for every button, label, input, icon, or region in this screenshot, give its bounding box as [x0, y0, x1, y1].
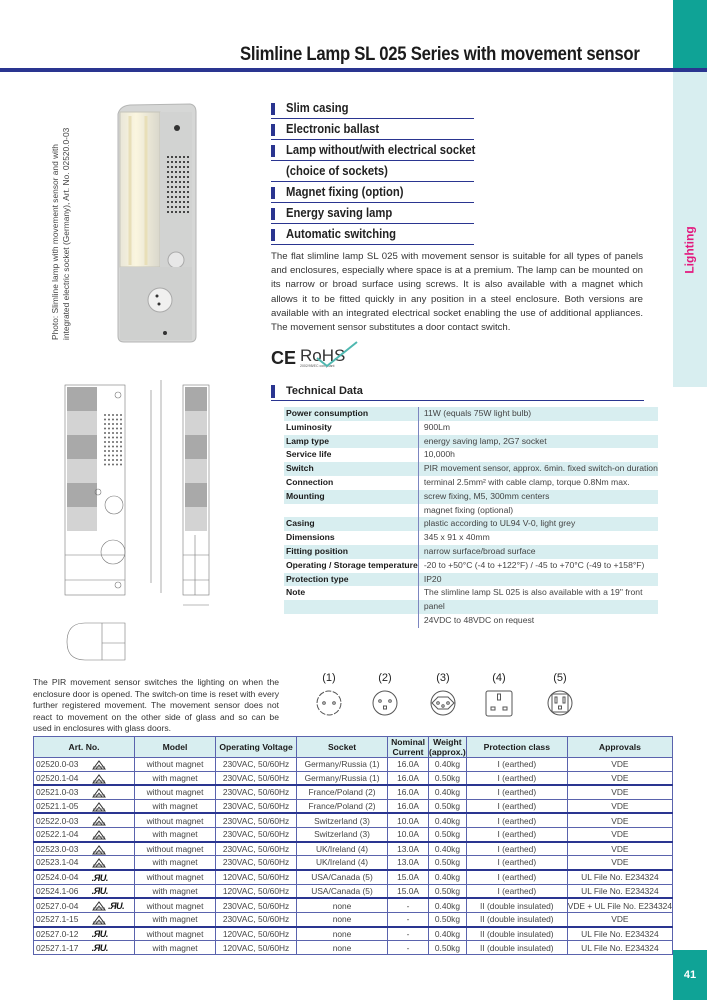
- cell-voltage: 230VAC, 50/60Hz: [216, 799, 297, 813]
- approval-marks: [92, 827, 135, 841]
- cell-protection: I (earthed): [466, 884, 567, 898]
- product-row: [34, 758, 673, 772]
- cell-current: 10.0A: [388, 827, 429, 841]
- product-row: [34, 785, 673, 799]
- art-no: 02522.0-03: [34, 813, 92, 827]
- col-socket: Socket: [297, 737, 388, 758]
- tech-value: magnet fixing (optional): [418, 504, 658, 518]
- rohs-text: RoHS: [300, 346, 346, 365]
- approval-marks: [92, 898, 135, 912]
- tech-row: [284, 435, 658, 449]
- bullet-bar-icon: [271, 229, 275, 241]
- feature-text: (choice of sockets): [286, 164, 388, 178]
- cell-model: with magnet: [135, 799, 216, 813]
- product-table: [33, 736, 673, 955]
- cell-model: without magnet: [135, 898, 216, 912]
- cell-model: without magnet: [135, 927, 216, 941]
- tech-row: [284, 531, 658, 545]
- tech-key: Service life: [286, 449, 332, 460]
- cell-current: 16.0A: [388, 758, 429, 772]
- art-no: 02522.1-04: [34, 827, 92, 841]
- vde-mark-icon: [92, 788, 106, 798]
- cell-weight: 0.40kg: [429, 870, 467, 884]
- cell-weight: 0.50kg: [429, 799, 467, 813]
- socket-label: (5): [553, 672, 567, 684]
- vde-mark-icon: [92, 858, 106, 868]
- cell-protection: II (double insulated): [466, 941, 567, 955]
- col-weight: [429, 737, 467, 758]
- schuko-socket-icon: [314, 688, 344, 718]
- cell-protection: I (earthed): [466, 870, 567, 884]
- socket-label: (1): [322, 672, 336, 684]
- tech-key: Switch: [284, 462, 418, 476]
- bullet-bar-icon: [271, 124, 275, 136]
- cell-current: 10.0A: [388, 813, 429, 827]
- feature-text: Automatic switching: [286, 227, 397, 241]
- cell-voltage: 120VAC, 50/60Hz: [216, 941, 297, 955]
- technical-data-title: Technical Data: [286, 385, 363, 397]
- tech-key: [284, 614, 418, 628]
- tech-value: energy saving lamp, 2G7 socket: [418, 435, 658, 449]
- vde-mark-icon: [92, 845, 106, 855]
- vde-mark-icon: [92, 802, 106, 812]
- art-no: 02523.0-03: [34, 842, 92, 856]
- tech-row: [284, 448, 658, 462]
- tech-key: Protection type: [284, 573, 418, 587]
- uk-socket-icon: [484, 688, 514, 718]
- cell-voltage: 230VAC, 50/60Hz: [216, 898, 297, 912]
- cell-weight: 0.50kg: [429, 913, 467, 927]
- bullet-bar-icon: [271, 208, 275, 220]
- cell-protection: II (double insulated): [466, 913, 567, 927]
- tech-key: Mounting: [284, 490, 418, 504]
- cell-weight: 0.40kg: [429, 898, 467, 912]
- cell-protection: I (earthed): [466, 771, 567, 785]
- cell-current: 15.0A: [388, 884, 429, 898]
- cell-protection: I (earthed): [466, 842, 567, 856]
- vde-mark-icon: [92, 915, 106, 925]
- tech-key: Casing: [284, 517, 418, 531]
- lamp-photo: [110, 100, 205, 345]
- cell-socket: none: [297, 913, 388, 927]
- feature-item: [271, 140, 474, 161]
- socket-label: (2): [378, 672, 392, 684]
- art-no: 02527.0-04: [34, 898, 92, 912]
- col-weight-line2: (approx.): [429, 747, 466, 757]
- tech-row: [284, 586, 658, 600]
- col-current: [388, 737, 429, 758]
- ce-mark-icon: CE: [271, 348, 297, 368]
- tech-row: [284, 559, 658, 573]
- cell-protection: I (earthed): [466, 799, 567, 813]
- art-no: 02520.1-04: [34, 771, 92, 785]
- tech-value: 345 x 91 x 40mm: [418, 531, 658, 545]
- tech-value: plastic according to UL94 V-0, light grey: [418, 517, 658, 531]
- product-row: [34, 898, 673, 912]
- page-title: Slimline Lamp SL 025 Series with movement sensor: [240, 44, 640, 65]
- feature-text: Magnet fixing (option): [286, 185, 404, 199]
- col-current-line2: Current: [392, 747, 424, 757]
- cell-approvals: VDE: [567, 856, 672, 870]
- cell-protection: I (earthed): [466, 785, 567, 799]
- feature-item: [271, 224, 474, 245]
- approval-marks: [92, 799, 135, 813]
- cell-voltage: 230VAC, 50/60Hz: [216, 856, 297, 870]
- cell-weight: 0.40kg: [429, 758, 467, 772]
- photo-caption: [50, 110, 100, 340]
- tech-key: Fitting position: [284, 545, 418, 559]
- tech-row: [284, 462, 658, 476]
- tech-value: PIR movement sensor, approx. 6min. fixed switch-on duration: [418, 462, 658, 476]
- approval-marks: [92, 813, 135, 827]
- ul-recognized-mark-icon: .ЯU.: [91, 886, 108, 897]
- tech-key: [284, 504, 418, 518]
- art-no: 02521.0-03: [34, 785, 92, 799]
- photo-caption-text: Photo: Slimline lamp with movement sensor and with integrated electric socket (Germany), Art. No. 02520.0-03: [50, 127, 71, 340]
- cell-approvals: VDE: [567, 771, 672, 785]
- cell-current: 15.0A: [388, 870, 429, 884]
- socket-type-1: [305, 672, 353, 718]
- title-rule: [0, 68, 673, 72]
- product-row: [34, 799, 673, 813]
- tech-row: [284, 517, 658, 531]
- cell-voltage: 230VAC, 50/60Hz: [216, 842, 297, 856]
- page-number: 41: [673, 950, 707, 1000]
- ul-recognized-mark-icon: .ЯU.: [91, 943, 108, 954]
- us-socket-icon: [545, 688, 575, 718]
- cell-voltage: 230VAC, 50/60Hz: [216, 913, 297, 927]
- ul-recognized-mark-icon: .ЯU.: [91, 872, 108, 883]
- tech-key: Connection: [286, 476, 334, 487]
- tech-key: Dimensions: [286, 532, 335, 543]
- cell-voltage: 230VAC, 50/60Hz: [216, 758, 297, 772]
- socket-label: (3): [436, 672, 450, 684]
- cell-voltage: 120VAC, 50/60Hz: [216, 870, 297, 884]
- approval-marks: [92, 771, 135, 785]
- art-no: 02520.0-03: [34, 758, 92, 772]
- vde-mark-icon: [92, 901, 106, 911]
- cell-approvals: UL File No. E234324: [567, 884, 672, 898]
- cell-voltage: 230VAC, 50/60Hz: [216, 785, 297, 799]
- cell-protection: II (double insulated): [466, 927, 567, 941]
- feature-text: Slim casing: [286, 101, 349, 115]
- cell-weight: 0.40kg: [429, 785, 467, 799]
- dimension-drawings: [55, 365, 255, 665]
- cell-socket: France/Poland (2): [297, 785, 388, 799]
- art-no: 02527.1-15: [34, 913, 92, 927]
- cell-current: 13.0A: [388, 856, 429, 870]
- cell-current: -: [388, 913, 429, 927]
- cell-current: 13.0A: [388, 842, 429, 856]
- french-socket-icon: [370, 688, 400, 718]
- cell-current: 16.0A: [388, 785, 429, 799]
- product-table-header: [34, 737, 673, 758]
- section-tab-label: [673, 200, 707, 300]
- tech-value: IP20: [418, 573, 658, 587]
- cell-approvals: UL File No. E234324: [567, 927, 672, 941]
- product-row: [34, 856, 673, 870]
- art-no: 02521.1-05: [34, 799, 92, 813]
- cell-model: with magnet: [135, 913, 216, 927]
- cell-model: without magnet: [135, 870, 216, 884]
- cell-model: with magnet: [135, 771, 216, 785]
- tech-key: Note: [286, 587, 306, 598]
- product-row: [34, 827, 673, 841]
- cell-weight: 0.40kg: [429, 813, 467, 827]
- feature-item: [271, 119, 474, 140]
- cell-protection: I (earthed): [466, 856, 567, 870]
- approval-marks: [92, 870, 135, 884]
- cell-approvals: VDE: [567, 842, 672, 856]
- approval-marks: [92, 758, 135, 772]
- cell-socket: Germany/Russia (1): [297, 758, 388, 772]
- product-row: [34, 913, 673, 927]
- cell-approvals: VDE: [567, 799, 672, 813]
- cell-socket: none: [297, 898, 388, 912]
- art-no: 02527.1-17: [34, 941, 92, 955]
- art-no: 02527.0-12: [34, 927, 92, 941]
- cell-current: -: [388, 927, 429, 941]
- rohs-subtext: 2002/95/EC compliant: [300, 364, 335, 368]
- cell-protection: I (earthed): [466, 827, 567, 841]
- art-no: 02524.1-06: [34, 884, 92, 898]
- cell-socket: none: [297, 941, 388, 955]
- tech-value: -20 to +50°C (-4 to +122°F) / -45 to +70°C (-49 to +158°F): [418, 559, 658, 573]
- cell-approvals: VDE: [567, 785, 672, 799]
- feature-text: Energy saving lamp: [286, 206, 393, 220]
- product-row: [34, 870, 673, 884]
- cell-socket: none: [297, 927, 388, 941]
- socket-type-2: [361, 672, 409, 718]
- cell-model: with magnet: [135, 941, 216, 955]
- socket-type-4: [475, 672, 523, 718]
- cell-approvals: VDE: [567, 913, 672, 927]
- cell-protection: I (earthed): [466, 813, 567, 827]
- cell-model: without magnet: [135, 758, 216, 772]
- feature-item: [271, 98, 474, 119]
- feature-text: Electronic ballast: [286, 122, 380, 136]
- vde-mark-icon: [92, 816, 106, 826]
- tech-key: Power consumption: [284, 407, 418, 421]
- cell-socket: Switzerland (3): [297, 813, 388, 827]
- cell-socket: UK/Ireland (4): [297, 856, 388, 870]
- technical-data-heading: [271, 383, 644, 401]
- cell-current: 16.0A: [388, 771, 429, 785]
- cell-approvals: VDE: [567, 813, 672, 827]
- ul-recognized-mark-icon: .ЯU.: [108, 901, 125, 912]
- cell-model: with magnet: [135, 884, 216, 898]
- approval-marks: [92, 927, 135, 941]
- bullet-bar-icon: [271, 103, 275, 115]
- bullet-bar-icon: [271, 187, 275, 199]
- col-voltage: Operating Voltage: [216, 737, 297, 758]
- cell-model: with magnet: [135, 827, 216, 841]
- tech-row: [284, 573, 658, 587]
- tech-value: terminal 2.5mm² with cable clamp, torque 0.8Nm max.: [418, 476, 658, 490]
- description: The flat slimline lamp SL 025 with movement sensor is suitable for all types of panels and enclosures, especially where space is at a premium. The lamp can be mounted on its narrow or broad surface using screws. It is also available with a magnet which allows it to be fitted quickly in any position in a steel enclosure. Both versions are available with an integrated electrical socket enabling the use of additional appliances. The movement sensor substitutes a door contact switch.: [271, 251, 643, 334]
- feature-item: [271, 161, 474, 182]
- tech-row: [284, 490, 658, 504]
- tech-value: screw fixing, M5, 300mm centers: [418, 490, 658, 504]
- col-weight-line1: Weight: [433, 737, 462, 747]
- product-row: [34, 927, 673, 941]
- cell-voltage: 120VAC, 50/60Hz: [216, 927, 297, 941]
- tech-value: narrow surface/broad surface: [418, 545, 658, 559]
- feature-text: Lamp without/with electrical socket: [286, 143, 476, 157]
- art-no: 02523.1-04: [34, 856, 92, 870]
- tech-value: 11W (equals 75W light bulb): [418, 407, 658, 421]
- section-tab-text: Lighting: [683, 226, 698, 274]
- cell-protection: II (double insulated): [466, 898, 567, 912]
- tech-row: [284, 407, 658, 421]
- tech-key: [284, 600, 418, 614]
- cell-weight: 0.40kg: [429, 842, 467, 856]
- cell-approvals: UL File No. E234324: [567, 870, 672, 884]
- cell-protection: I (earthed): [466, 758, 567, 772]
- tech-row: [284, 614, 658, 628]
- technical-data-table: [284, 407, 658, 628]
- tech-key: Operating / Storage temperature: [286, 559, 418, 570]
- vde-mark-icon: [92, 760, 106, 770]
- socket-type-3: [419, 672, 467, 718]
- cell-socket: UK/Ireland (4): [297, 842, 388, 856]
- pir-description: The PIR movement sensor switches the lighting on when the enclosure door is opened. The switch-on time is reset with every further registered movement. The movement sensor does not react to movement on the other side of glass and so can be used in enclosures with glass doors.: [33, 677, 279, 734]
- art-no: 02524.0-04: [34, 870, 92, 884]
- cell-weight: 0.50kg: [429, 827, 467, 841]
- tech-value: The slimline lamp SL 025 is also available with a 19" front: [418, 586, 658, 600]
- approval-marks: [92, 884, 135, 898]
- vde-mark-icon: [92, 774, 106, 784]
- cell-voltage: 230VAC, 50/60Hz: [216, 813, 297, 827]
- cell-voltage: 230VAC, 50/60Hz: [216, 771, 297, 785]
- cell-model: without magnet: [135, 842, 216, 856]
- cell-model: with magnet: [135, 856, 216, 870]
- cell-socket: France/Poland (2): [297, 799, 388, 813]
- tech-row: [284, 504, 658, 518]
- product-row: [34, 771, 673, 785]
- cell-model: without magnet: [135, 813, 216, 827]
- cell-voltage: 230VAC, 50/60Hz: [216, 827, 297, 841]
- cell-model: without magnet: [135, 785, 216, 799]
- cell-approvals: VDE: [567, 758, 672, 772]
- col-protection: Protection class: [466, 737, 567, 758]
- tech-value: 10,000h: [418, 448, 658, 462]
- tech-row: [284, 545, 658, 559]
- cell-weight: 0.50kg: [429, 884, 467, 898]
- cell-weight: 0.50kg: [429, 771, 467, 785]
- col-model: Model: [135, 737, 216, 758]
- approval-marks: [92, 856, 135, 870]
- cell-weight: 0.50kg: [429, 941, 467, 955]
- tech-value: 24VDC to 48VDC on request: [418, 614, 658, 628]
- col-current-line1: Nominal: [391, 737, 425, 747]
- cell-weight: 0.40kg: [429, 927, 467, 941]
- cell-socket: USA/Canada (5): [297, 884, 388, 898]
- swiss-socket-icon: [428, 688, 458, 718]
- section-tab-top: [673, 0, 707, 68]
- cell-socket: Switzerland (3): [297, 827, 388, 841]
- cell-voltage: 120VAC, 50/60Hz: [216, 884, 297, 898]
- feature-item: [271, 182, 474, 203]
- approval-marks: [92, 913, 135, 927]
- product-row: [34, 813, 673, 827]
- cell-current: -: [388, 898, 429, 912]
- cell-current: 16.0A: [388, 799, 429, 813]
- ul-recognized-mark-icon: .ЯU.: [91, 929, 108, 940]
- product-row: [34, 884, 673, 898]
- socket-label: (4): [492, 672, 506, 684]
- bullet-bar-icon: [271, 145, 275, 157]
- cell-current: -: [388, 941, 429, 955]
- cell-weight: 0.50kg: [429, 856, 467, 870]
- feature-list: [271, 98, 474, 245]
- tech-row: [284, 421, 658, 435]
- tech-row: [284, 600, 658, 614]
- socket-type-5: [536, 672, 584, 718]
- cell-approvals: UL File No. E234324: [567, 941, 672, 955]
- product-row: [34, 941, 673, 955]
- rohs-check-icon: [305, 338, 360, 368]
- cell-approvals: VDE + UL File No. E234324: [567, 898, 672, 912]
- tech-key: Lamp type: [284, 435, 418, 449]
- approval-marks: [92, 941, 135, 955]
- tech-value: 900Lm: [418, 421, 658, 435]
- col-art-no: Art. No.: [34, 737, 135, 758]
- approval-marks: [92, 842, 135, 856]
- col-approvals: Approvals: [567, 737, 672, 758]
- tech-key: Luminosity: [286, 421, 332, 432]
- cell-socket: USA/Canada (5): [297, 870, 388, 884]
- product-row: [34, 842, 673, 856]
- vde-mark-icon: [92, 830, 106, 840]
- tech-value: panel: [418, 600, 658, 614]
- approval-marks: [92, 785, 135, 799]
- feature-item: [271, 203, 474, 224]
- cell-socket: Germany/Russia (1): [297, 771, 388, 785]
- tech-row: [284, 476, 658, 490]
- cell-approvals: VDE: [567, 827, 672, 841]
